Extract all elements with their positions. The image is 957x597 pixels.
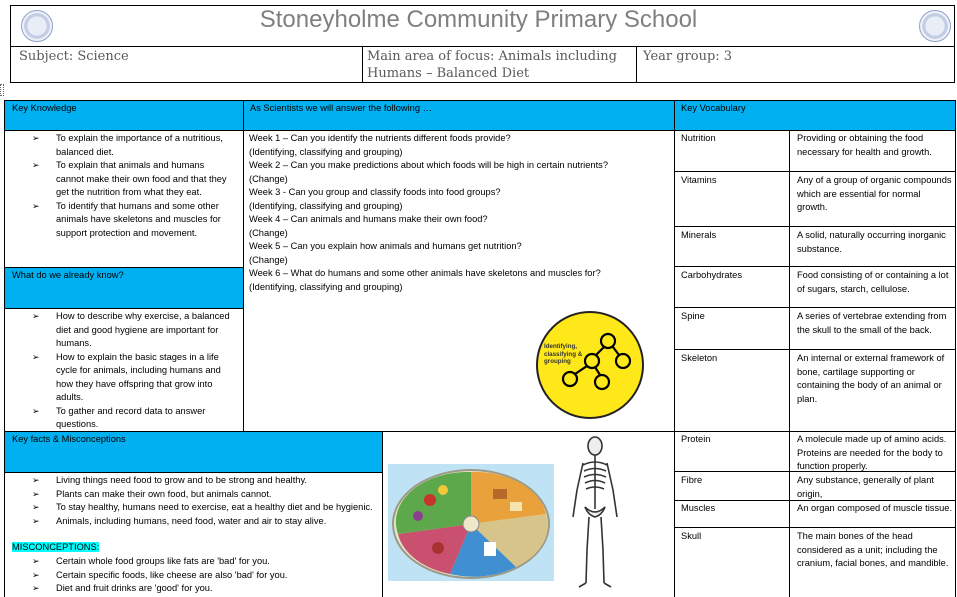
week-1-question: Week 1 – Can you identify the nutrients different foods provide? (249, 133, 511, 143)
key-facts-heading: Key facts & Misconceptions (12, 434, 126, 444)
hierarchy-icon (558, 327, 638, 397)
vocab-term-spine: Spine (681, 311, 705, 321)
vocab-def-protein: A molecule made up of amino acids. Proteins are needed for the body to function properly. (797, 434, 947, 471)
already-know-heading: What do we already know? (12, 270, 124, 280)
vocab-def-vitamins: Any of a group of organic compounds which are essential for normal growth. (797, 175, 952, 212)
misconceptions-list (12, 555, 380, 596)
weekly-questions (249, 132, 673, 294)
key-knowledge-heading: Key Knowledge (12, 103, 77, 113)
week-4-question: Week 4 – Can animals and humans make their own food? (249, 214, 488, 224)
vocab-term-skeleton: Skeleton (681, 353, 718, 363)
week-2-skill: (Change) (249, 173, 288, 184)
week-1-skill: (Identifying, classifying and grouping) (249, 146, 403, 157)
week-4-skill: (Change) (249, 227, 288, 238)
week-3-question: Week 3 - Can you group and classify foods into food groups? (249, 187, 501, 197)
misconceptions-label (12, 541, 99, 555)
list-item: ➢ To explain the importance of a nutritious, balanced diet. (12, 132, 234, 159)
vocab-term-vitamins: Vitamins (681, 175, 717, 185)
vocab-term-minerals: Minerals (681, 230, 717, 240)
vocab-term-muscles: Muscles (681, 503, 716, 513)
already-know-list (12, 310, 240, 432)
vocab-def-muscles: An organ composed of muscle tissue. (797, 503, 953, 513)
key-facts-list (12, 474, 380, 528)
list-item: ➢ To gather and record data to answer questions. (12, 405, 240, 432)
header-info-row (10, 46, 955, 83)
vocab-def-skeleton: An internal or external framework of bone, cartilage supporting or containing the body of an animal or plan. (797, 353, 945, 404)
list-item: ➢ How to describe why exercise, a balanced diet and good hygiene are important for humans. (12, 310, 240, 351)
page-title: Stoneyholme Community Primary School (259, 6, 698, 33)
week-3-skill: (Identifying, classifying and grouping) (249, 200, 403, 211)
vocab-term-carbohydrates: Carbohydrates (681, 270, 742, 280)
anchor-icon (0, 84, 4, 96)
scientists-heading: As Scientists we will answer the following … (250, 103, 432, 113)
vocab-term-skull: Skull (681, 531, 702, 541)
list-item: ➢ Certain whole food groups like fats are 'bad' for you. (12, 555, 380, 569)
vocab-def-minerals: A solid, naturally occurring inorganic substance. (797, 230, 946, 254)
subject-label: Subject: Science (19, 49, 129, 64)
list-item: ➢ Certain specific foods, like cheese are also 'bad' for you. (12, 569, 380, 583)
year-group-label: Year group: 3 (643, 49, 733, 64)
list-item: ➢ Living things need food to grow and to be strong and healthy. (12, 474, 380, 488)
vocab-def-spine: A series of vertebrae extending from the skull to the small of the back. (797, 311, 947, 335)
skeleton-illustration (566, 435, 624, 591)
vocab-def-skull: The main bones of the head considered as a unit; including the cranium, facial bones, and mandible. (797, 531, 949, 568)
week-6-question: Week 6 – What do humans and some other animals have skeletons and muscles for? (249, 268, 601, 278)
list-item: ➢ How to explain the basic stages in a life cycle for animals, including humans and how they have offspring that grow into adults. (12, 351, 240, 405)
plate-illustration (388, 464, 554, 581)
list-item: ➢ To stay healthy, humans need to exercise, eat a healthy diet and be hygienic. (12, 501, 380, 515)
week-2-question: Week 2 – Can you make predictions about which foods will be high in certain nutrients? (249, 160, 608, 170)
misconceptions-highlight: MISCONCEPTIONS: (12, 542, 100, 552)
skill-badge (536, 311, 644, 419)
week-6-skill: (Identifying, classifying and grouping) (249, 281, 403, 292)
vocab-def-carbohydrates: Food consisting of or containing a lot of sugars, starch, cellulose. (797, 270, 949, 294)
focus-label: Main area of focus: Animals including Humans – Balanced Diet (367, 49, 617, 81)
vocab-term-protein: Protein (681, 434, 711, 444)
list-item: ➢ Animals, including humans, need food, water and air to stay alive. (12, 515, 380, 529)
week-5-question: Week 5 – Can you explain how animals and humans get nutrition? (249, 241, 522, 251)
list-item: ➢ Plants can make their own food, but animals cannot. (12, 488, 380, 502)
vocab-def-nutrition: Providing or obtaining the food necessary for health and growth. (797, 133, 932, 157)
list-item: ➢ To explain that animals and humans cannot make their own food and that they get the nutrition from what they eat. (12, 159, 234, 200)
vocab-term-fibre: Fibre (681, 475, 703, 485)
list-item: ➢ To identify that humans and some other animals have skeletons and muscles for support protection and movement. (12, 200, 234, 241)
vocab-def-fibre: Any substance, generally of plant origin, (797, 475, 934, 499)
skeleton-image (566, 435, 624, 591)
eatwell-plate-image (388, 464, 554, 581)
key-knowledge-list (12, 132, 234, 240)
week-5-skill: (Change) (249, 254, 288, 265)
vocab-heading: Key Vocabulary (681, 103, 746, 113)
vocab-term-nutrition: Nutrition (681, 133, 716, 143)
skill-badge-text: Identifying, classifying & grouping (544, 343, 583, 365)
list-item: ➢ Diet and fruit drinks are 'good' for you. (12, 582, 380, 596)
